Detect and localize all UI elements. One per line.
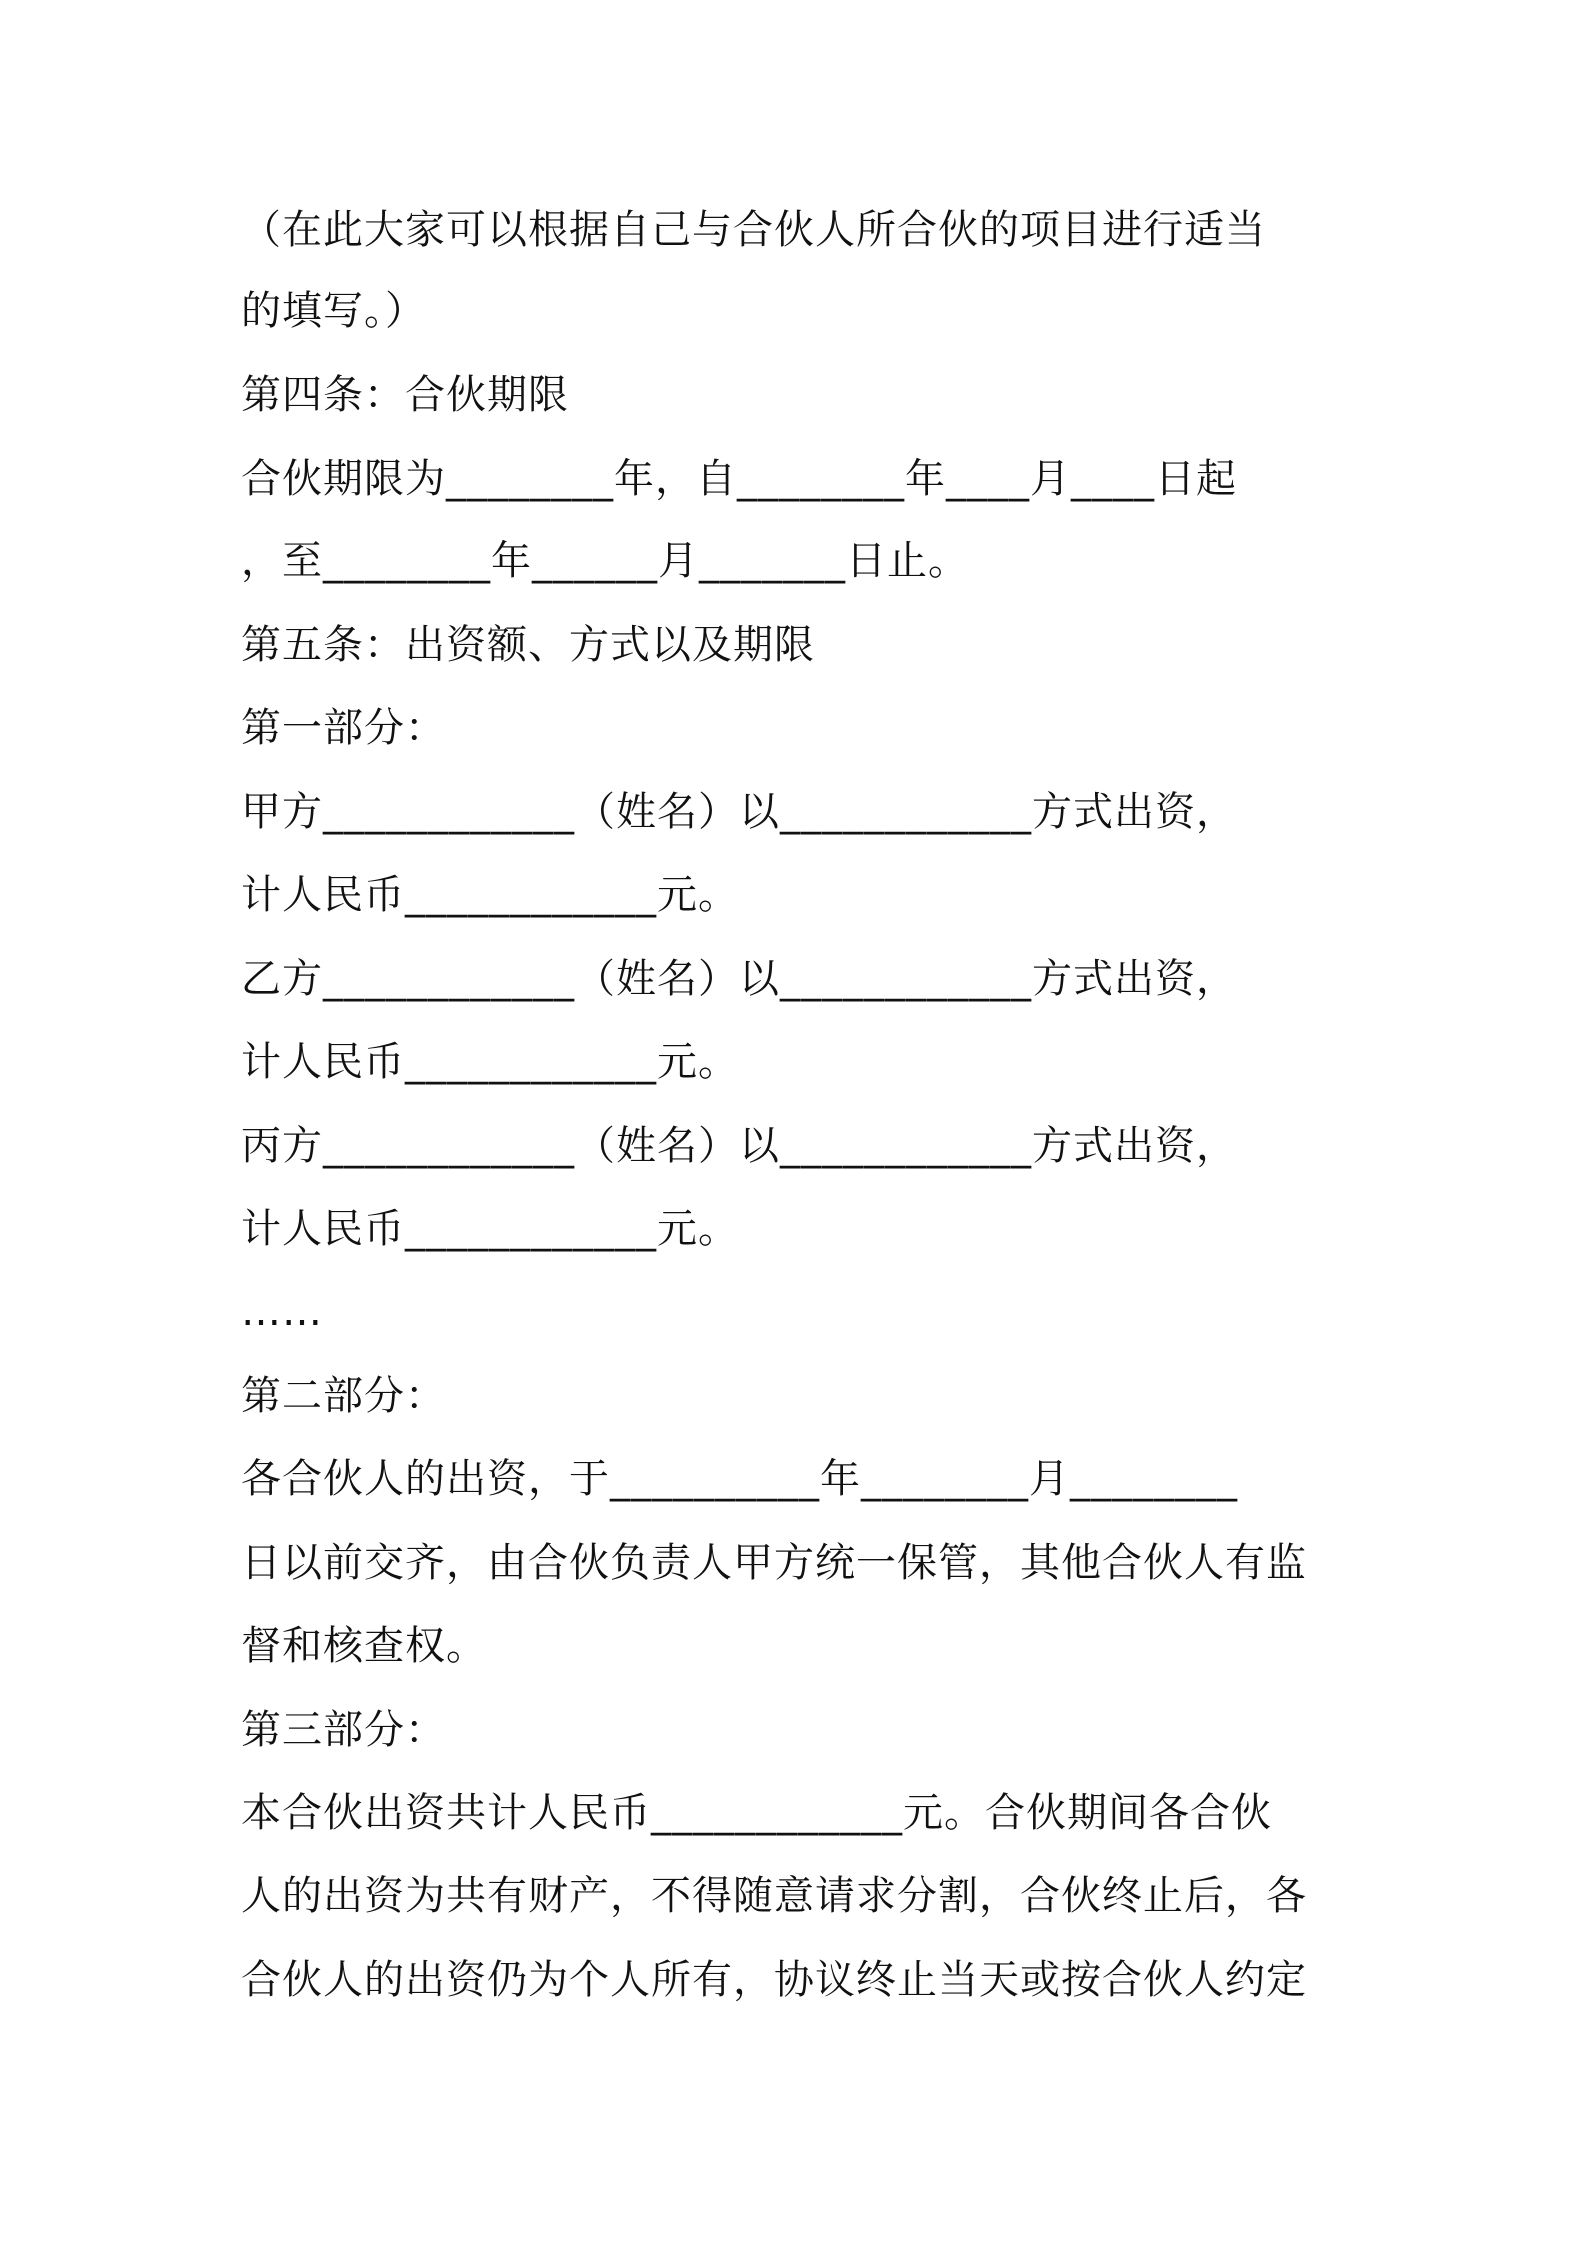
article-heading: 第五条：出资额、方式以及期限 [241, 622, 815, 668]
paragraph-line: 日以前交齐，由合伙负责人甲方统一保管，其他合伙人有监 [241, 1540, 1307, 1586]
paragraph-line: （在此大家可以根据自己与合伙人所合伙的项目进行适当 [241, 207, 1266, 253]
paragraph-line: 计人民币____________元。 [241, 1206, 739, 1252]
paragraph-line: 人的出资为共有财产，不得随意请求分割，合伙终止后，各 [241, 1873, 1307, 1919]
paragraph-line: 本合伙出资共计人民币____________元。合伙期间各合伙 [241, 1790, 1272, 1836]
section-heading: 第二部分： [241, 1373, 446, 1419]
paragraph-line: ，至________年______月_______日止。 [241, 538, 969, 584]
section-heading: 第三部分： [241, 1707, 446, 1753]
paragraph-line: 合伙人的出资仍为个人所有，协议终止当天或按合伙人约定 [241, 1957, 1307, 2003]
paragraph-line: 甲方____________（姓名）以____________方式出资， [241, 789, 1237, 835]
section-heading: 第一部分： [241, 705, 446, 751]
paragraph-line: 督和核查权。 [241, 1623, 487, 1669]
paragraph-line: 乙方____________（姓名）以____________方式出资， [241, 956, 1237, 1002]
article-heading: 第四条：合伙期限 [241, 372, 569, 418]
paragraph-line: 各合伙人的出资，于__________年________月________ [241, 1456, 1238, 1502]
paragraph-line: 计人民币____________元。 [241, 872, 739, 918]
paragraph-line: 计人民币____________元。 [241, 1039, 739, 1085]
paragraph-line: 丙方____________（姓名）以____________方式出资， [241, 1123, 1237, 1169]
ellipsis-line: …… [241, 1289, 323, 1335]
paragraph-line: 的填写。） [241, 288, 426, 334]
paragraph-line: 合伙期限为________年，自________年____月____日起 [241, 456, 1237, 502]
